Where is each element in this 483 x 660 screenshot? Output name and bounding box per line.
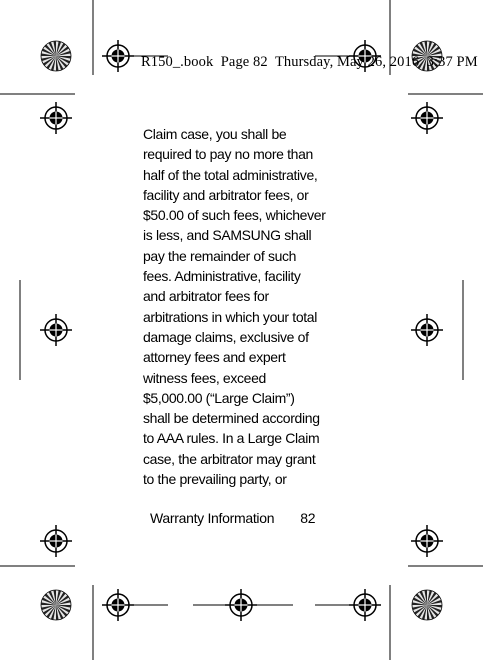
text-line: case, the arbitrator may grant — [143, 450, 316, 467]
text-line: fees. Administrative, facility — [143, 268, 301, 285]
text-line: attorney fees and expert — [143, 349, 286, 366]
text-line: Claim case, you shall be — [143, 126, 287, 142]
text-line: arbitrations in which your total — [143, 308, 317, 325]
text-line: to the prevailing party, or — [143, 471, 287, 488]
text-line: damage claims, exclusive of — [143, 328, 309, 345]
print-slug-header: R150_.book Page 82 Thursday, May 26, 2016 3:37 PM — [141, 54, 478, 70]
text-line: shall be determined according — [143, 410, 320, 427]
star-target — [41, 590, 71, 620]
warranty-body-text — [143, 124, 343, 489]
footer-section-title: Warranty Information — [150, 510, 275, 526]
text-line: $50.00 of such fees, whichever — [143, 207, 326, 224]
page-number: 82 — [300, 510, 316, 526]
text-line: and arbitrator fees for — [143, 288, 269, 305]
text-line: facility and arbitrator fees, or — [143, 186, 309, 203]
text-line: half of the total administrative, — [143, 166, 318, 183]
text-line: pay the remainder of such — [143, 247, 297, 264]
text-line: required to pay no more than — [143, 146, 313, 163]
star-target — [41, 41, 71, 71]
text-line: is less, and SAMSUNG shall — [143, 227, 312, 244]
text-line: witness fees, exceed — [143, 369, 266, 386]
text-line: to AAA rules. In a Large Claim — [143, 430, 320, 447]
star-target — [412, 590, 442, 620]
text-line: $5,000.00 (“Large Claim”) — [143, 389, 295, 406]
page-footer — [150, 510, 315, 526]
